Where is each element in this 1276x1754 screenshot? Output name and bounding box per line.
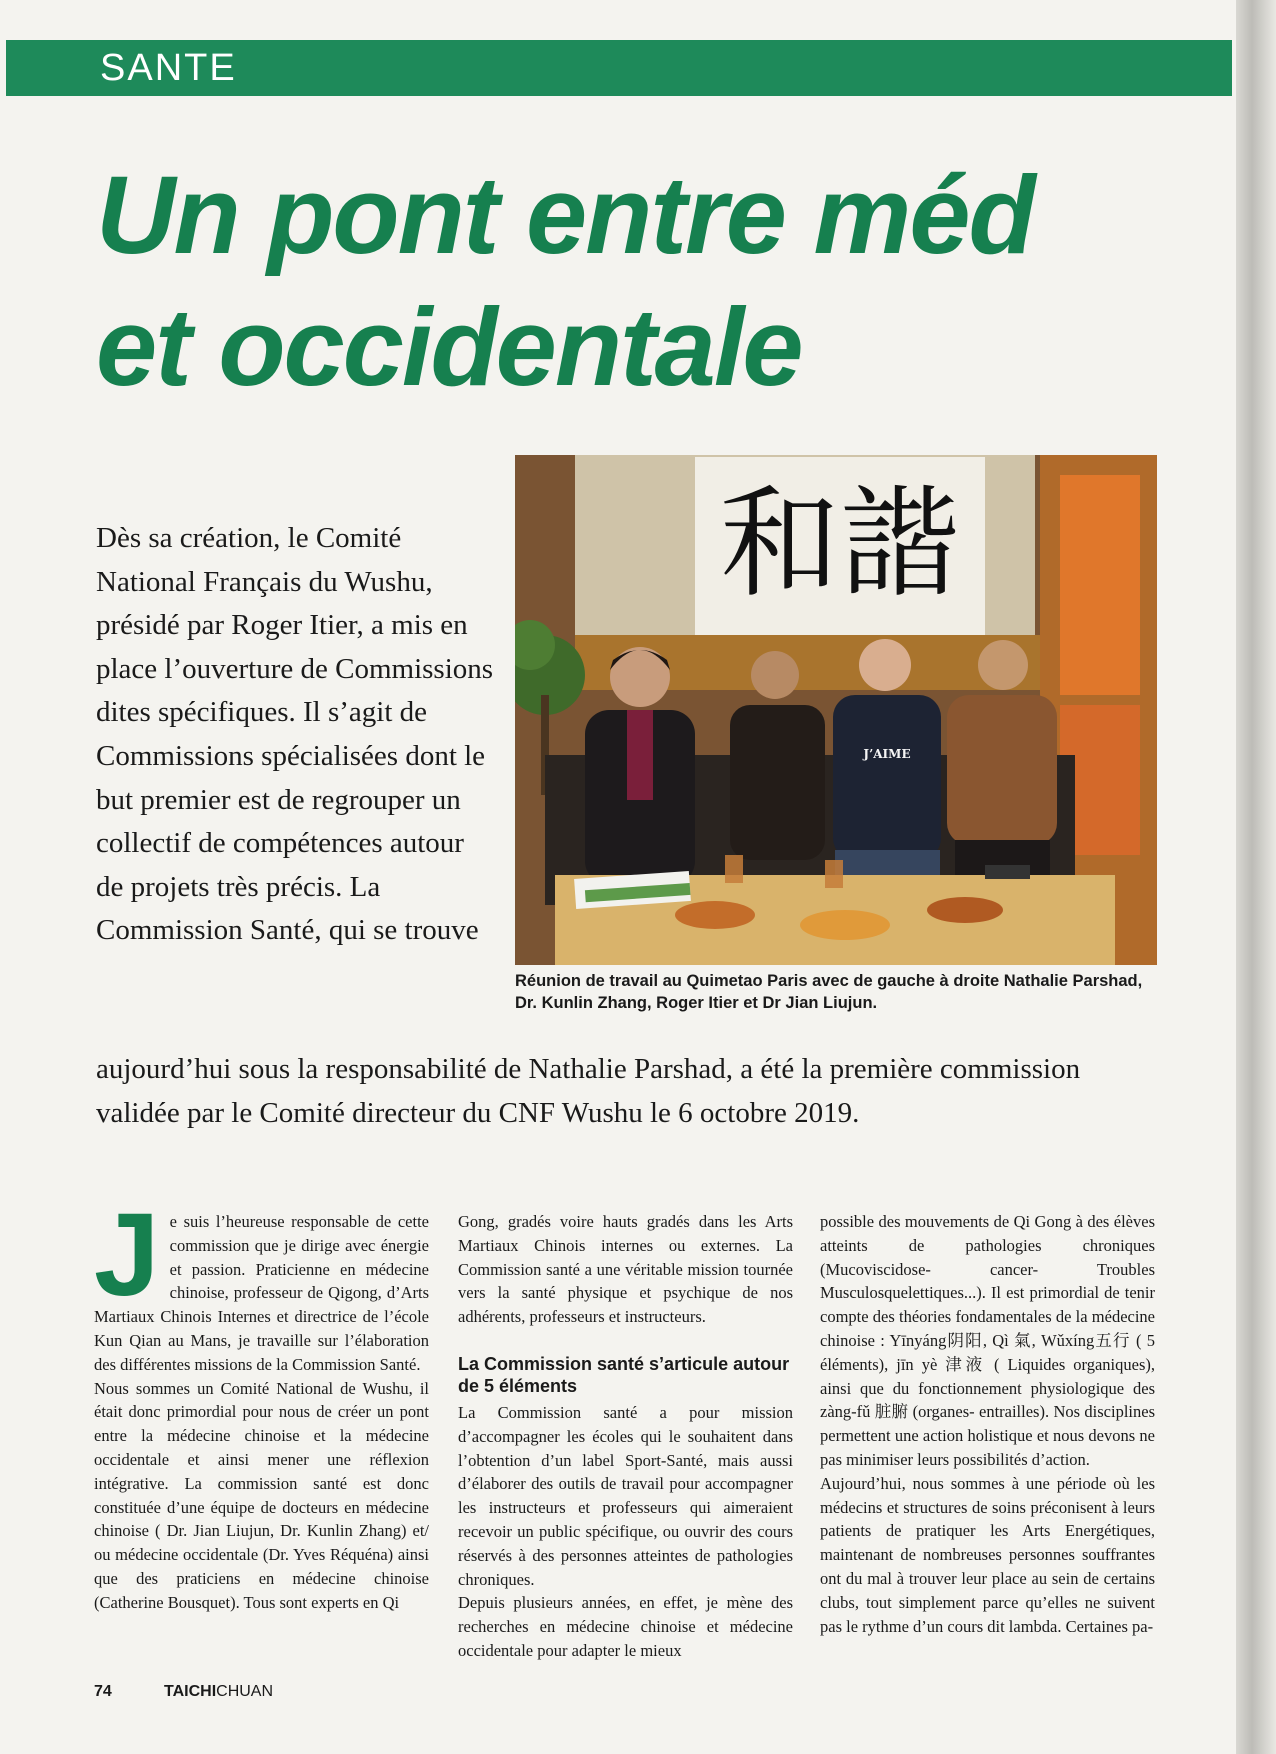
body-column-1: [94, 1210, 429, 1680]
body-paragraph: Depuis plusieurs années, en effet, je mène des recherches en médecine chinoise et médecine occidentale pour adapter le mieux: [458, 1593, 793, 1660]
magazine-brand: [164, 1682, 273, 1702]
meeting-photo: [515, 455, 1157, 965]
drop-cap: J: [94, 1210, 160, 1321]
body-column-3: [820, 1210, 1155, 1680]
body-paragraph-text: e suis l’heureuse responsable de cette commission que je dirige avec énergie et passion. Praticienne en médecine chinoise, professeur de Qigong, d’Arts Martiaux Chinois Internes et directrice de l’école Kun Qian au Mans, je travaille sur l’élaboration des différentes missions de la Commission Santé.: [94, 1212, 429, 1374]
article-title-line-1: Un pont entre méd: [96, 154, 1034, 277]
lead-paragraph-continued: aujourd’hui sous la responsabilité de Nathalie Parshad, a été la première commission validée par le Comité directeur du CNF Wushu le 6 octobre 2019.: [96, 1053, 1081, 1129]
magazine-brand-bold: TAICHI: [164, 1683, 217, 1700]
section-subheading: La Commission santé s’articule autour de 5 éléments: [458, 1353, 790, 1396]
section-label: SANTE: [100, 47, 237, 89]
article-title: [96, 150, 1236, 414]
lead-paragraph: Dès sa création, le Comité National Français du Wushu, présidé par Roger Itier, a mis en place l’ouverture de Commissions dites spécifiques. Il s’agit de Commissions spécialisées dont le but premier est de regrouper un collectif de compétences autour de projets très précis. La Commission Santé, qui se trouve: [96, 522, 494, 947]
body-column-2: [458, 1210, 793, 1680]
next-page-edge: [1236, 0, 1276, 1754]
body-paragraph: Gong, gradés voire hauts gradés dans les Arts Martiaux Chinois internes ou externes. La Commission santé a une véritable mission tournée vers la santé physique et psychique de nos adhérents, professeurs et instructeurs.: [458, 1212, 793, 1327]
calligraphy-text: 和諧: [720, 475, 960, 614]
body-paragraph: Nous sommes un Comité National de Wushu, il était donc primordial pour nous de créer un pont entre la médecine chinoise et la médecine occidentale et ainsi mener une réflexion intégrative. La commission santé est donc constituée d’une équipe de docteurs en médecine chinoise ( Dr. Jian Liujun, Dr. Kunlin Zhang) et/ ou médecine occidentale (Dr. Yves Réquéna) ainsi que des praticiens en médecine chinoise (Catherine Bousquet). Tous sont experts en Qi: [94, 1378, 429, 1612]
photo-caption: Réunion de travail au Quimetao Paris avec de gauche à droite Nathalie Parshad, Dr. Kunlin Zhang, Roger Itier et Dr Jian Liujun.: [515, 972, 1143, 1012]
magazine-brand-regular: CHUAN: [216, 1683, 274, 1700]
shirt-text: J’AIME: [863, 747, 911, 761]
meeting-photo-illustration: [515, 455, 1157, 965]
body-paragraph: possible des mouvements de Qi Gong à des élèves atteints de pathologies chroniques (Mucoviscidose- cancer- Troubles Musculosquelettiques...). Il est primordial de tenir compte des théories fondamentales de la médecine chinoise : Yīnyáng阴阳, Qì 氣, Wǔxíng五行 ( 5 éléments), jīn yè 津液 ( Liquides organiques), ainsi que du fonctionnement physiologique des zàng-fǔ 脏腑 (organes- entrailles). Nos disciplines permettent une action holistique et nous devons ne pas minimiser leurs possibilités d’action.: [820, 1212, 1155, 1469]
body-paragraph: Aujourd’hui, nous sommes à une période où les médecins et structures de soins préconisent à leurs patients de pratiquer les Arts Energétiques, maintenant de nombreuses personnes souffrantes ont du mal à trouver leur place au sein de certains clubs, tout simplement parce qu’elles ne suivent pas le rythme d’un cours dit lambda. Certaines pa-: [820, 1473, 1155, 1636]
body-paragraph: La Commission santé a pour mission d’accompagner les écoles qui le souhaitent dans l’obtention d’un label Sport-Santé, mais aussi d’élaborer des outils de travail pour accompagner les instructeurs et professeurs qui aimeraient recevoir un public spécifique, ou ouvrir des cours réservés à des personnes atteintes de pathologies chroniques.: [458, 1402, 793, 1589]
page-number: 74: [94, 1683, 112, 1700]
article-title-line-2: et occidentale: [96, 286, 802, 409]
body-paragraph: [94, 1210, 429, 1377]
